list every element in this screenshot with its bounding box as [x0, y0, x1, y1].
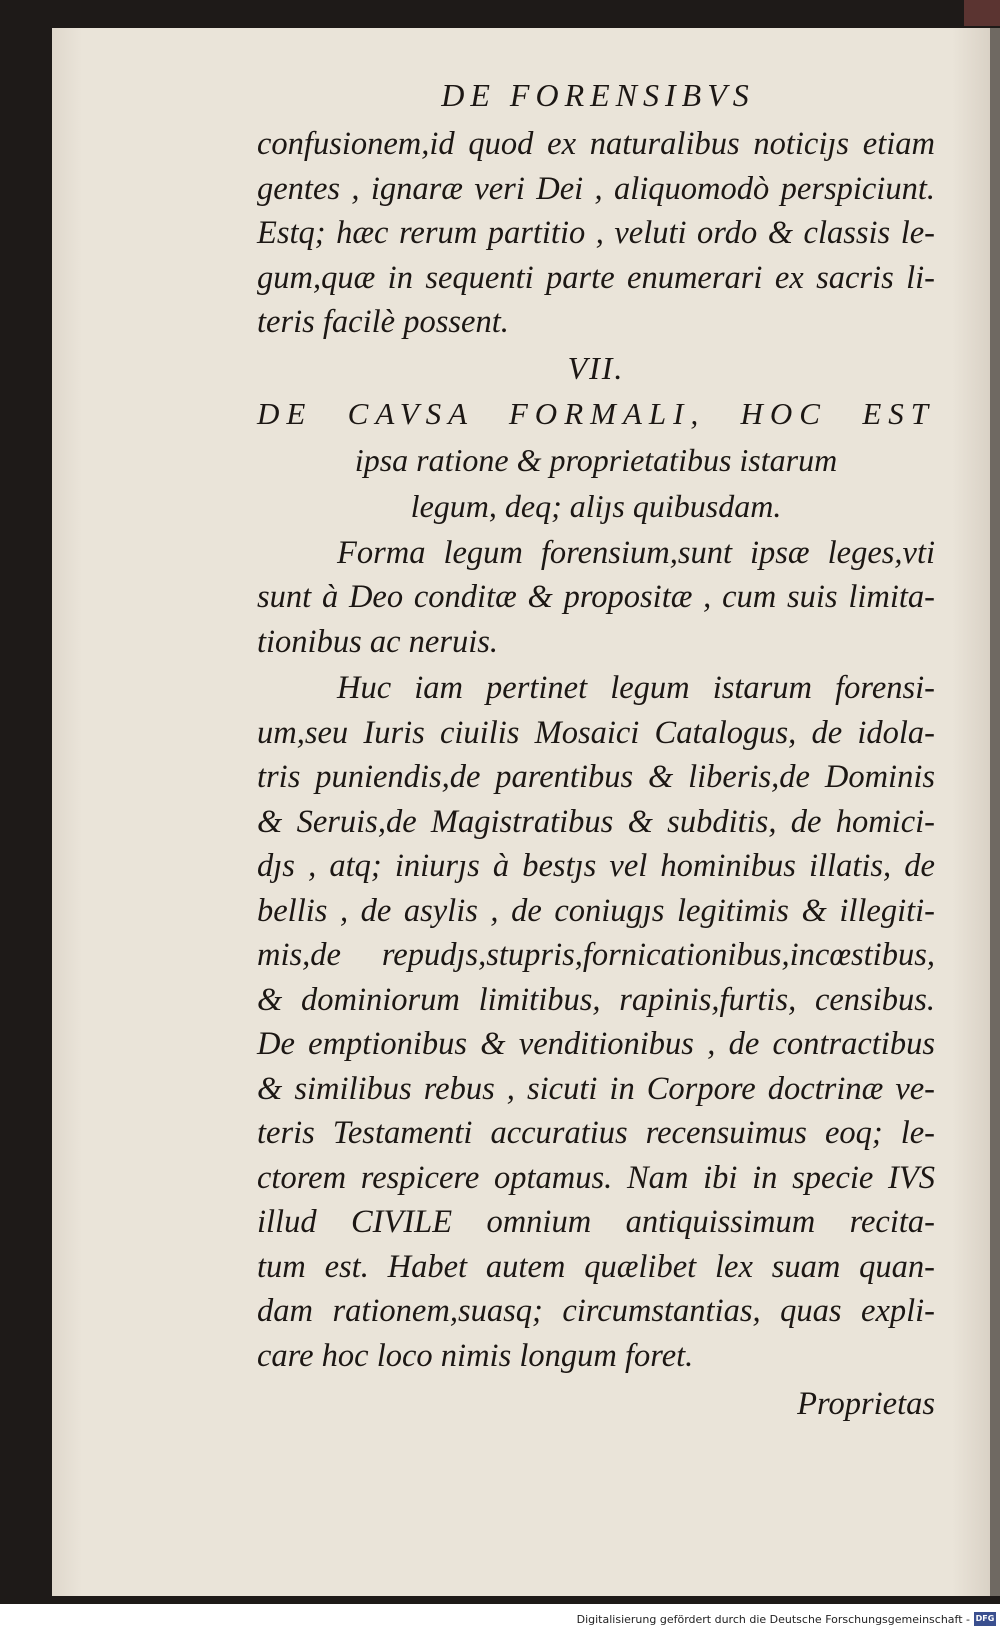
text-line: dam rationem,suasq; circumstantias, quas expli- — [257, 1293, 935, 1329]
text-line: mis,de repudȷs,stupris,fornicationibus,incœstibus, — [257, 937, 935, 973]
section-subtitle-line: legum, deq; aliȷs quibusdam. — [410, 487, 782, 524]
text-line: sunt à Deo conditæ & propositæ , cum suis limita- — [257, 579, 935, 615]
section-title: DE CAVSA FORMALI, HOC EST — [257, 395, 935, 431]
text-line: tum est. Habet autem quælibet lex suam quan- — [257, 1248, 935, 1285]
text-line: Forma legum forensium,sunt ipsæ leges,vti — [337, 534, 935, 571]
text-line: confusionem,id quod ex naturalibus noticiȷs etiam — [257, 126, 935, 162]
text-line: gum,quæ in sequenti parte enumerari ex sacris li- — [257, 259, 935, 296]
corner-stain — [964, 0, 1000, 26]
text-line: gentes , ignaræ veri Dei , aliquomodò perspiciunt. — [257, 170, 935, 207]
paragraph-top — [257, 122, 935, 345]
running-head: DE FORENSIBVS — [441, 77, 755, 113]
text-line: Estq; hæc rerum partitio , veluti ordo & classis le- — [257, 215, 935, 251]
digitization-footer — [0, 1604, 1000, 1636]
text-line: care hoc loco nimis longum foret. — [257, 1337, 694, 1374]
text-line: illud CIVILE omnium antiquissimum recita- — [257, 1204, 935, 1240]
section-subtitle-line: ipsa ratione & proprietatibus istarum — [354, 441, 838, 478]
text-line: teris facilè possent. — [257, 304, 509, 340]
text-line: teris Testamenti accuratius recensuimus eoq; le- — [257, 1115, 935, 1151]
paragraph-forma — [257, 531, 935, 665]
text-line: ctorem respicere optamus. Nam ibi in specie IVS — [257, 1159, 935, 1196]
text-line: bellis , de asylis , de coniugȷs legitimis & illegiti- — [257, 892, 935, 929]
page-edge — [990, 28, 1000, 1596]
text-line: dȷs , atq; iniurȷs à bestȷs vel hominibus illatis, de — [257, 848, 935, 884]
text-line: um,seu Iuris ciuilis Mosaici Catalogus, de idola- — [257, 714, 935, 751]
text-line: De emptionibus & venditionibus , de contractibus — [257, 1026, 935, 1062]
funding-credit: Digitalisierung gefördert durch die Deutsche Forschungsgemeinschaft - — [576, 1613, 970, 1626]
paragraph-huc — [257, 666, 935, 1378]
dfg-logo: DFG — [974, 1612, 996, 1626]
catchword: Proprietas — [797, 1386, 935, 1422]
text-line: tris puniendis,de parentibus & liberis,de Dominis — [257, 759, 935, 795]
text-line: tionibus ac neruis. — [257, 623, 499, 660]
page-text — [257, 70, 935, 1427]
text-line: & Seruis,de Magistratibus & subditis, de homici- — [257, 803, 935, 840]
text-line: & similibus rebus , sicuti in Corpore doctrinæ ve- — [257, 1070, 935, 1107]
section-number: VII. — [567, 349, 625, 386]
text-line: Huc iam pertinet legum istarum forensi- — [337, 670, 935, 706]
text-line: & dominiorum limitibus, rapinis,furtis, censibus. — [257, 981, 935, 1018]
